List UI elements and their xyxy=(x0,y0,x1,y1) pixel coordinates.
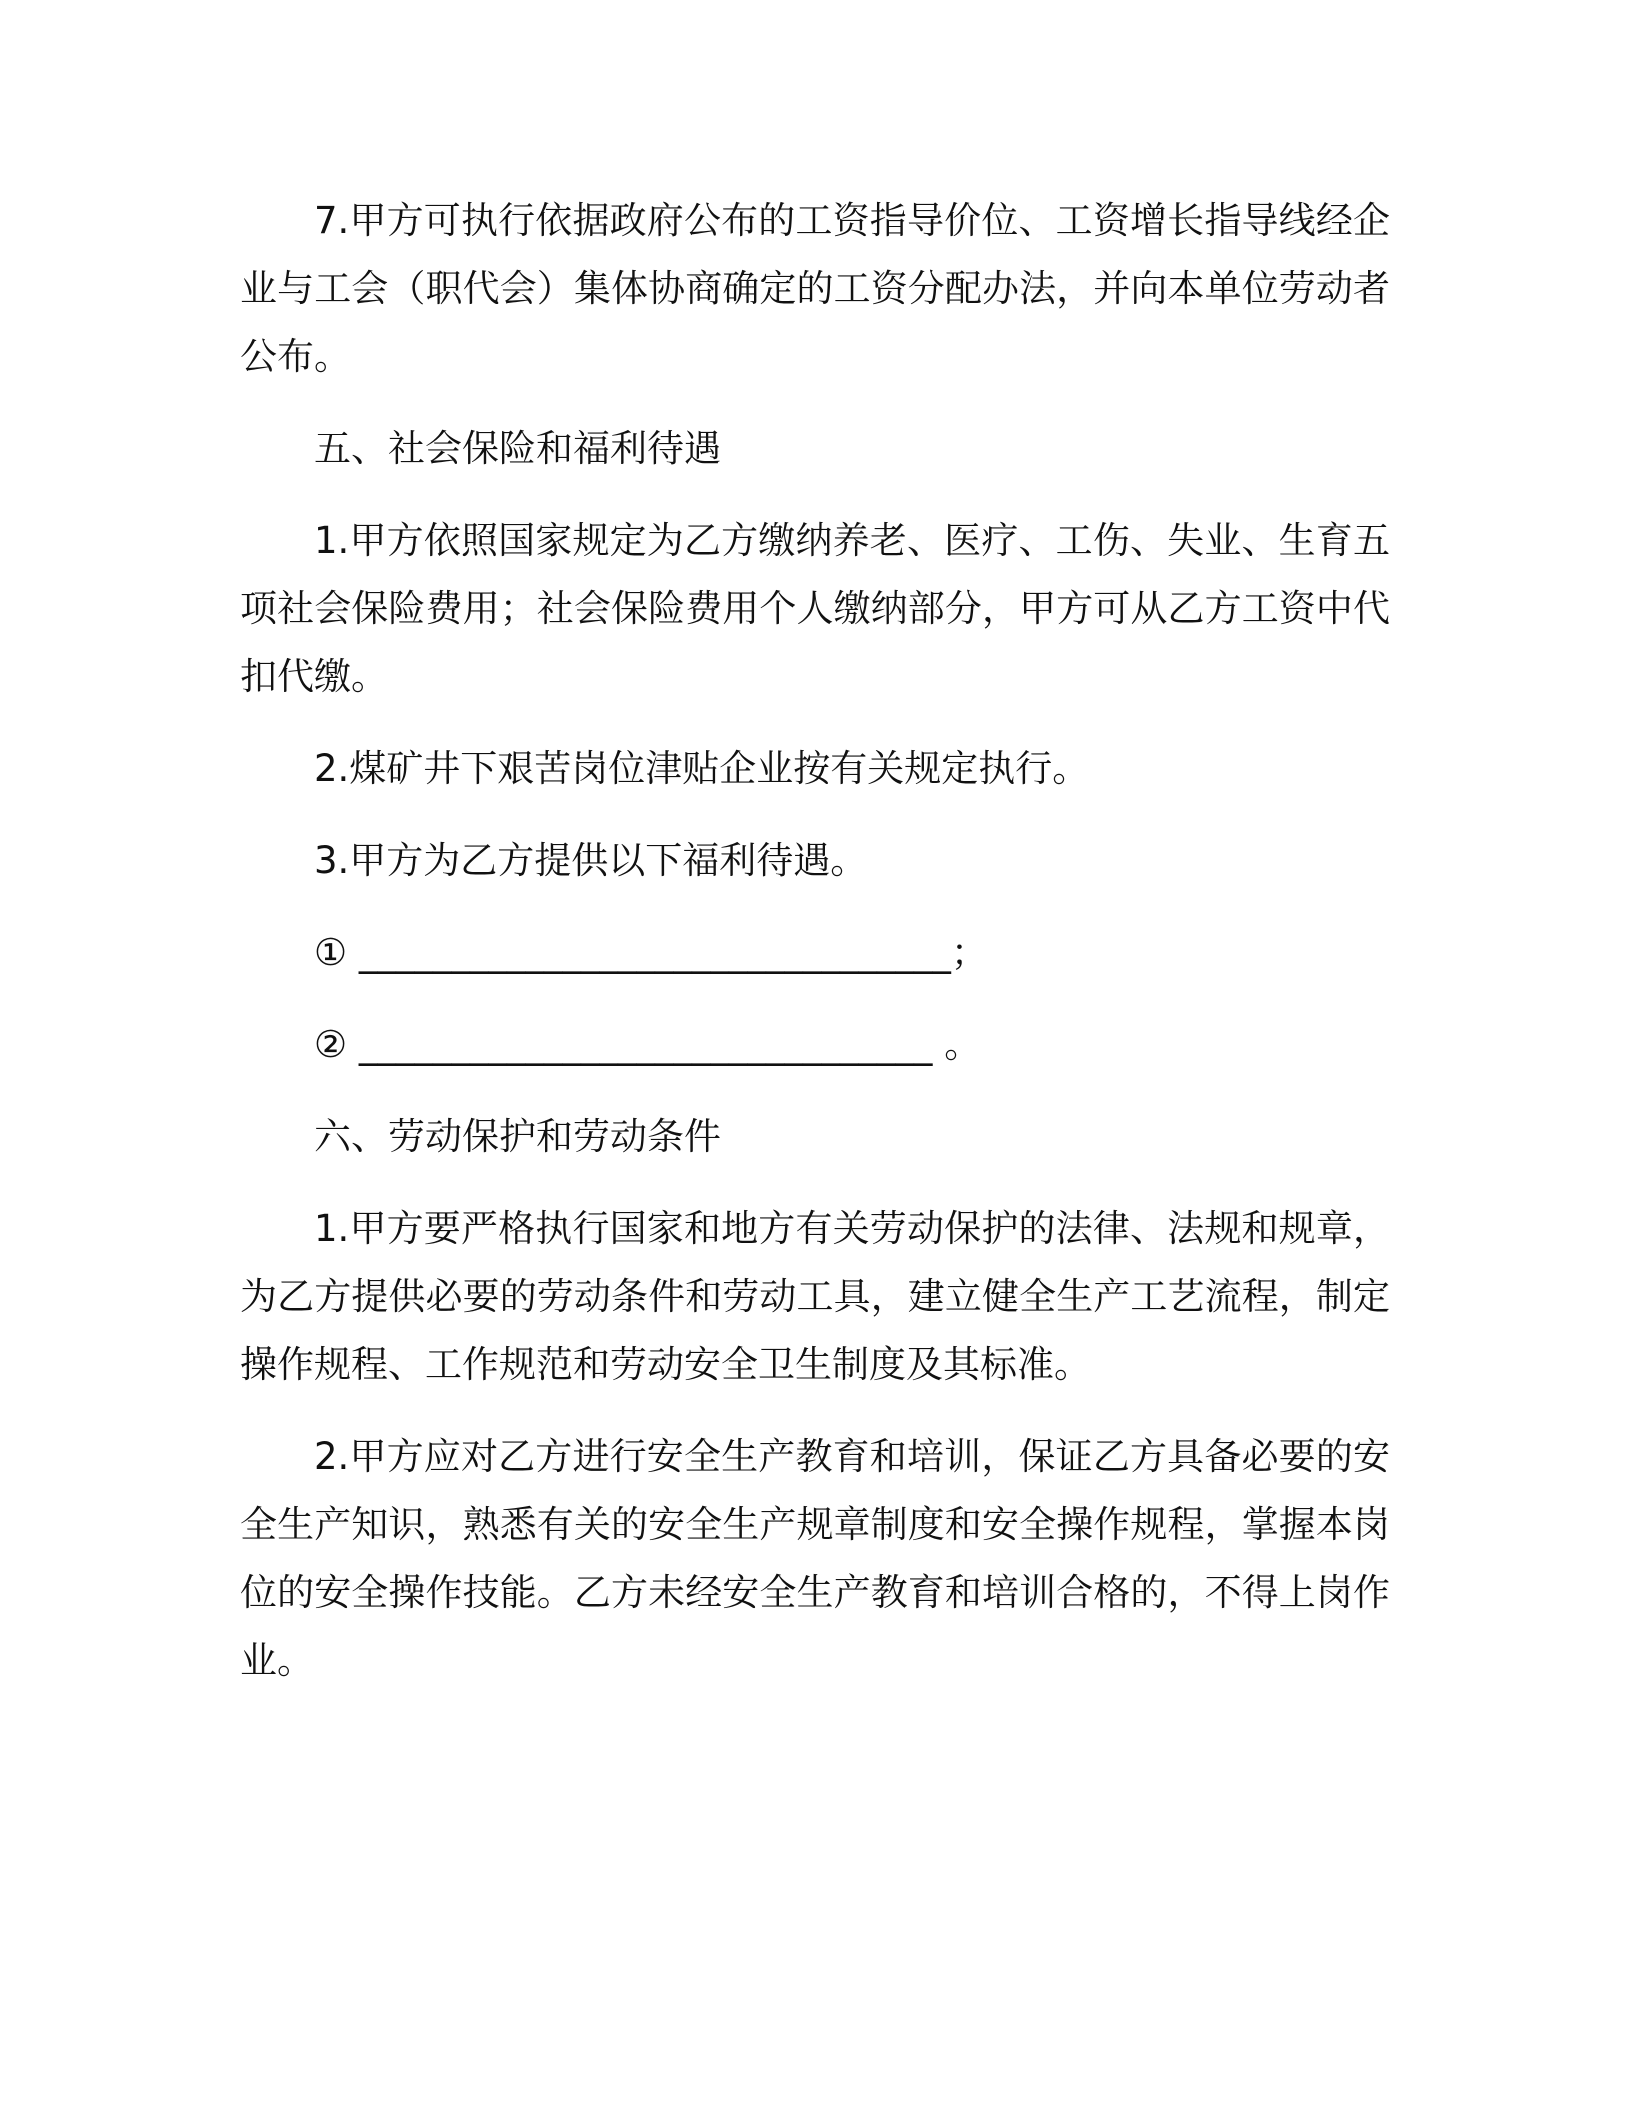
paragraph-safety-training: 2.甲方应对乙方进行安全生产教育和培训，保证乙方具备必要的安全生产知识，熟悉有关的安全生产规章制度和安全操作规程，掌握本岗位的安全操作技能。乙方未经安全生产教育和培训合格的，不得上岗作业。 xyxy=(240,1435,1390,1682)
document-page xyxy=(240,187,1390,1719)
benefit-blank-line-1: ① ________________________________； xyxy=(314,931,988,974)
section-five-heading: 五、社会保险和福利待遇 xyxy=(314,427,721,470)
paragraph-wage-policy: 7.甲方可执行依据政府公布的工资指导价位、工资增长指导线经企业与工会（职代会）集体协商确定的工资分配办法，并向本单位劳动者公布。 xyxy=(240,199,1390,378)
paragraph-hardship-allowance: 2.煤矿井下艰苦岗位津贴企业按有关规定执行。 xyxy=(314,747,1090,790)
section-six-heading: 六、劳动保护和劳动条件 xyxy=(314,1115,721,1158)
paragraph-welfare-benefits: 3.甲方为乙方提供以下福利待遇。 xyxy=(314,839,868,882)
paragraph-social-insurance: 1.甲方依照国家规定为乙方缴纳养老、医疗、工伤、失业、生育五项社会保险费用；社会保险费用个人缴纳部分，甲方可从乙方工资中代扣代缴。 xyxy=(240,519,1390,698)
benefit-blank-line-2: ② _______________________________ 。 xyxy=(314,1023,982,1066)
paragraph-labor-protection: 1.甲方要严格执行国家和地方有关劳动保护的法律、法规和规章，为乙方提供必要的劳动条件和劳动工具，建立健全生产工艺流程，制定操作规程、工作规范和劳动安全卫生制度及其标准。 xyxy=(240,1207,1390,1386)
